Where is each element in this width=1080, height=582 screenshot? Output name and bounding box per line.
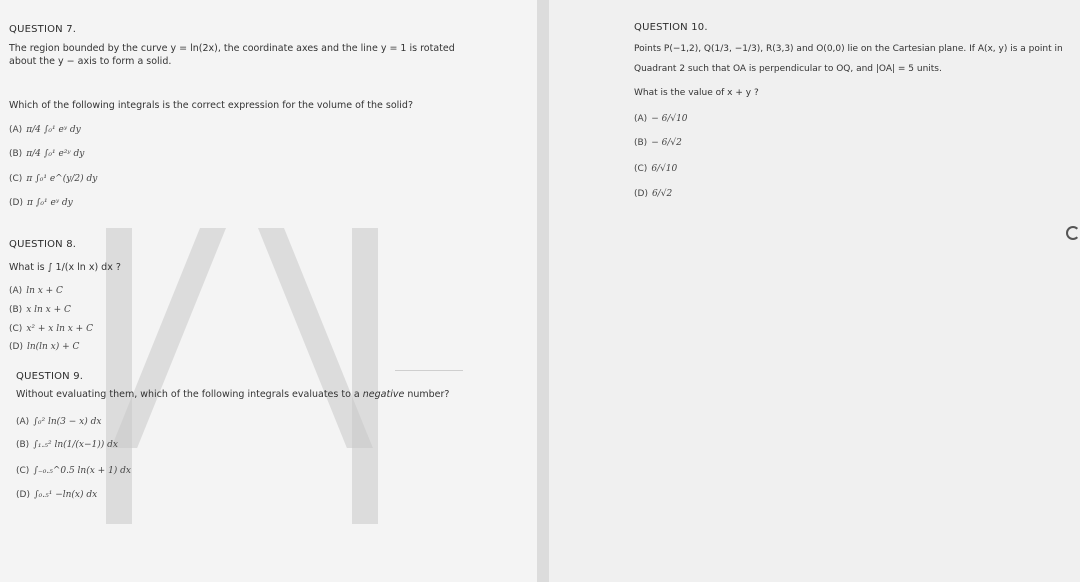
- question-7-option-b[interactable]: (B) π/4 ∫₀¹ e²ʸ dy: [9, 149, 85, 159]
- question-7-option-d[interactable]: (D) π ∫₀¹ eʸ dy: [9, 198, 73, 208]
- page-separator: [537, 0, 549, 582]
- question-7-prompt: Which of the following integrals is the correct expression for the volume of the solid?: [9, 100, 414, 111]
- question-9-stem: Without evaluating them, which of the following integrals evaluates to a negative number?: [16, 389, 450, 400]
- question-10-stem-line2: Quadrant 2 such that OA is perpendicular to OQ, and |OA| = 5 units.: [634, 64, 942, 74]
- page-left: [0, 0, 537, 582]
- question-8-title: QUESTION 8.: [9, 239, 77, 250]
- question-9-negative-emphasis: negative: [362, 389, 405, 400]
- question-10-stem-line1: Points P(−1,2), Q(1/3, −1/3), R(3,3) and O(0,0) lie on the Cartesian plane. If A(x, y) is a point in: [634, 44, 1063, 54]
- question-8-option-a[interactable]: (A) ln x + C: [9, 286, 63, 296]
- question-7-option-a[interactable]: (A) π/4 ∫₀¹ eʸ dy: [9, 125, 81, 135]
- watermark-bar-2: [352, 228, 378, 524]
- question-9-option-c[interactable]: (C) ∫₋₀.₅^0.5 ln(x + 1) dx: [16, 466, 132, 476]
- question-8-stem: What is ∫ 1/(x ln x) dx ?: [9, 262, 121, 273]
- question-7-stem-line1: The region bounded by the curve y = ln(2x), the coordinate axes and the line y = 1 is rotated: [9, 43, 455, 54]
- question-10-option-c[interactable]: (C) 6/√10: [634, 164, 678, 174]
- question-7-title: QUESTION 7.: [9, 24, 77, 35]
- question-7-option-c[interactable]: (C) π ∫₀¹ e^(y/2) dy: [9, 174, 98, 184]
- question-9-title: QUESTION 9.: [16, 371, 84, 382]
- page-right: [549, 0, 1080, 582]
- question-7-stem-line2: about the y − axis to form a solid.: [9, 56, 172, 67]
- question-9-option-b[interactable]: (B) ∫₁.₅² ln(1/(x−1)) dx: [16, 440, 118, 450]
- divider: [395, 370, 463, 371]
- question-10-option-b[interactable]: (B) − 6/√2: [634, 138, 682, 148]
- question-10-option-a[interactable]: (A) − 6/√10: [634, 114, 688, 124]
- question-9-option-d[interactable]: (D) ∫₀.₅¹ −ln(x) dx: [16, 490, 98, 500]
- question-8-option-d[interactable]: (D) ln(ln x) + C: [9, 342, 80, 352]
- question-8-option-c[interactable]: (C) x² + x ln x + C: [9, 324, 93, 334]
- question-10-prompt: What is the value of x + y ?: [634, 88, 759, 98]
- question-8-option-b[interactable]: (B) x ln x + C: [9, 305, 71, 315]
- circle-icon: [1066, 226, 1080, 240]
- question-10-option-d[interactable]: (D) 6/√2: [634, 189, 673, 199]
- question-9-option-a[interactable]: (A) ∫₀² ln(3 − x) dx: [16, 417, 102, 427]
- question-10-title: QUESTION 10.: [634, 22, 708, 33]
